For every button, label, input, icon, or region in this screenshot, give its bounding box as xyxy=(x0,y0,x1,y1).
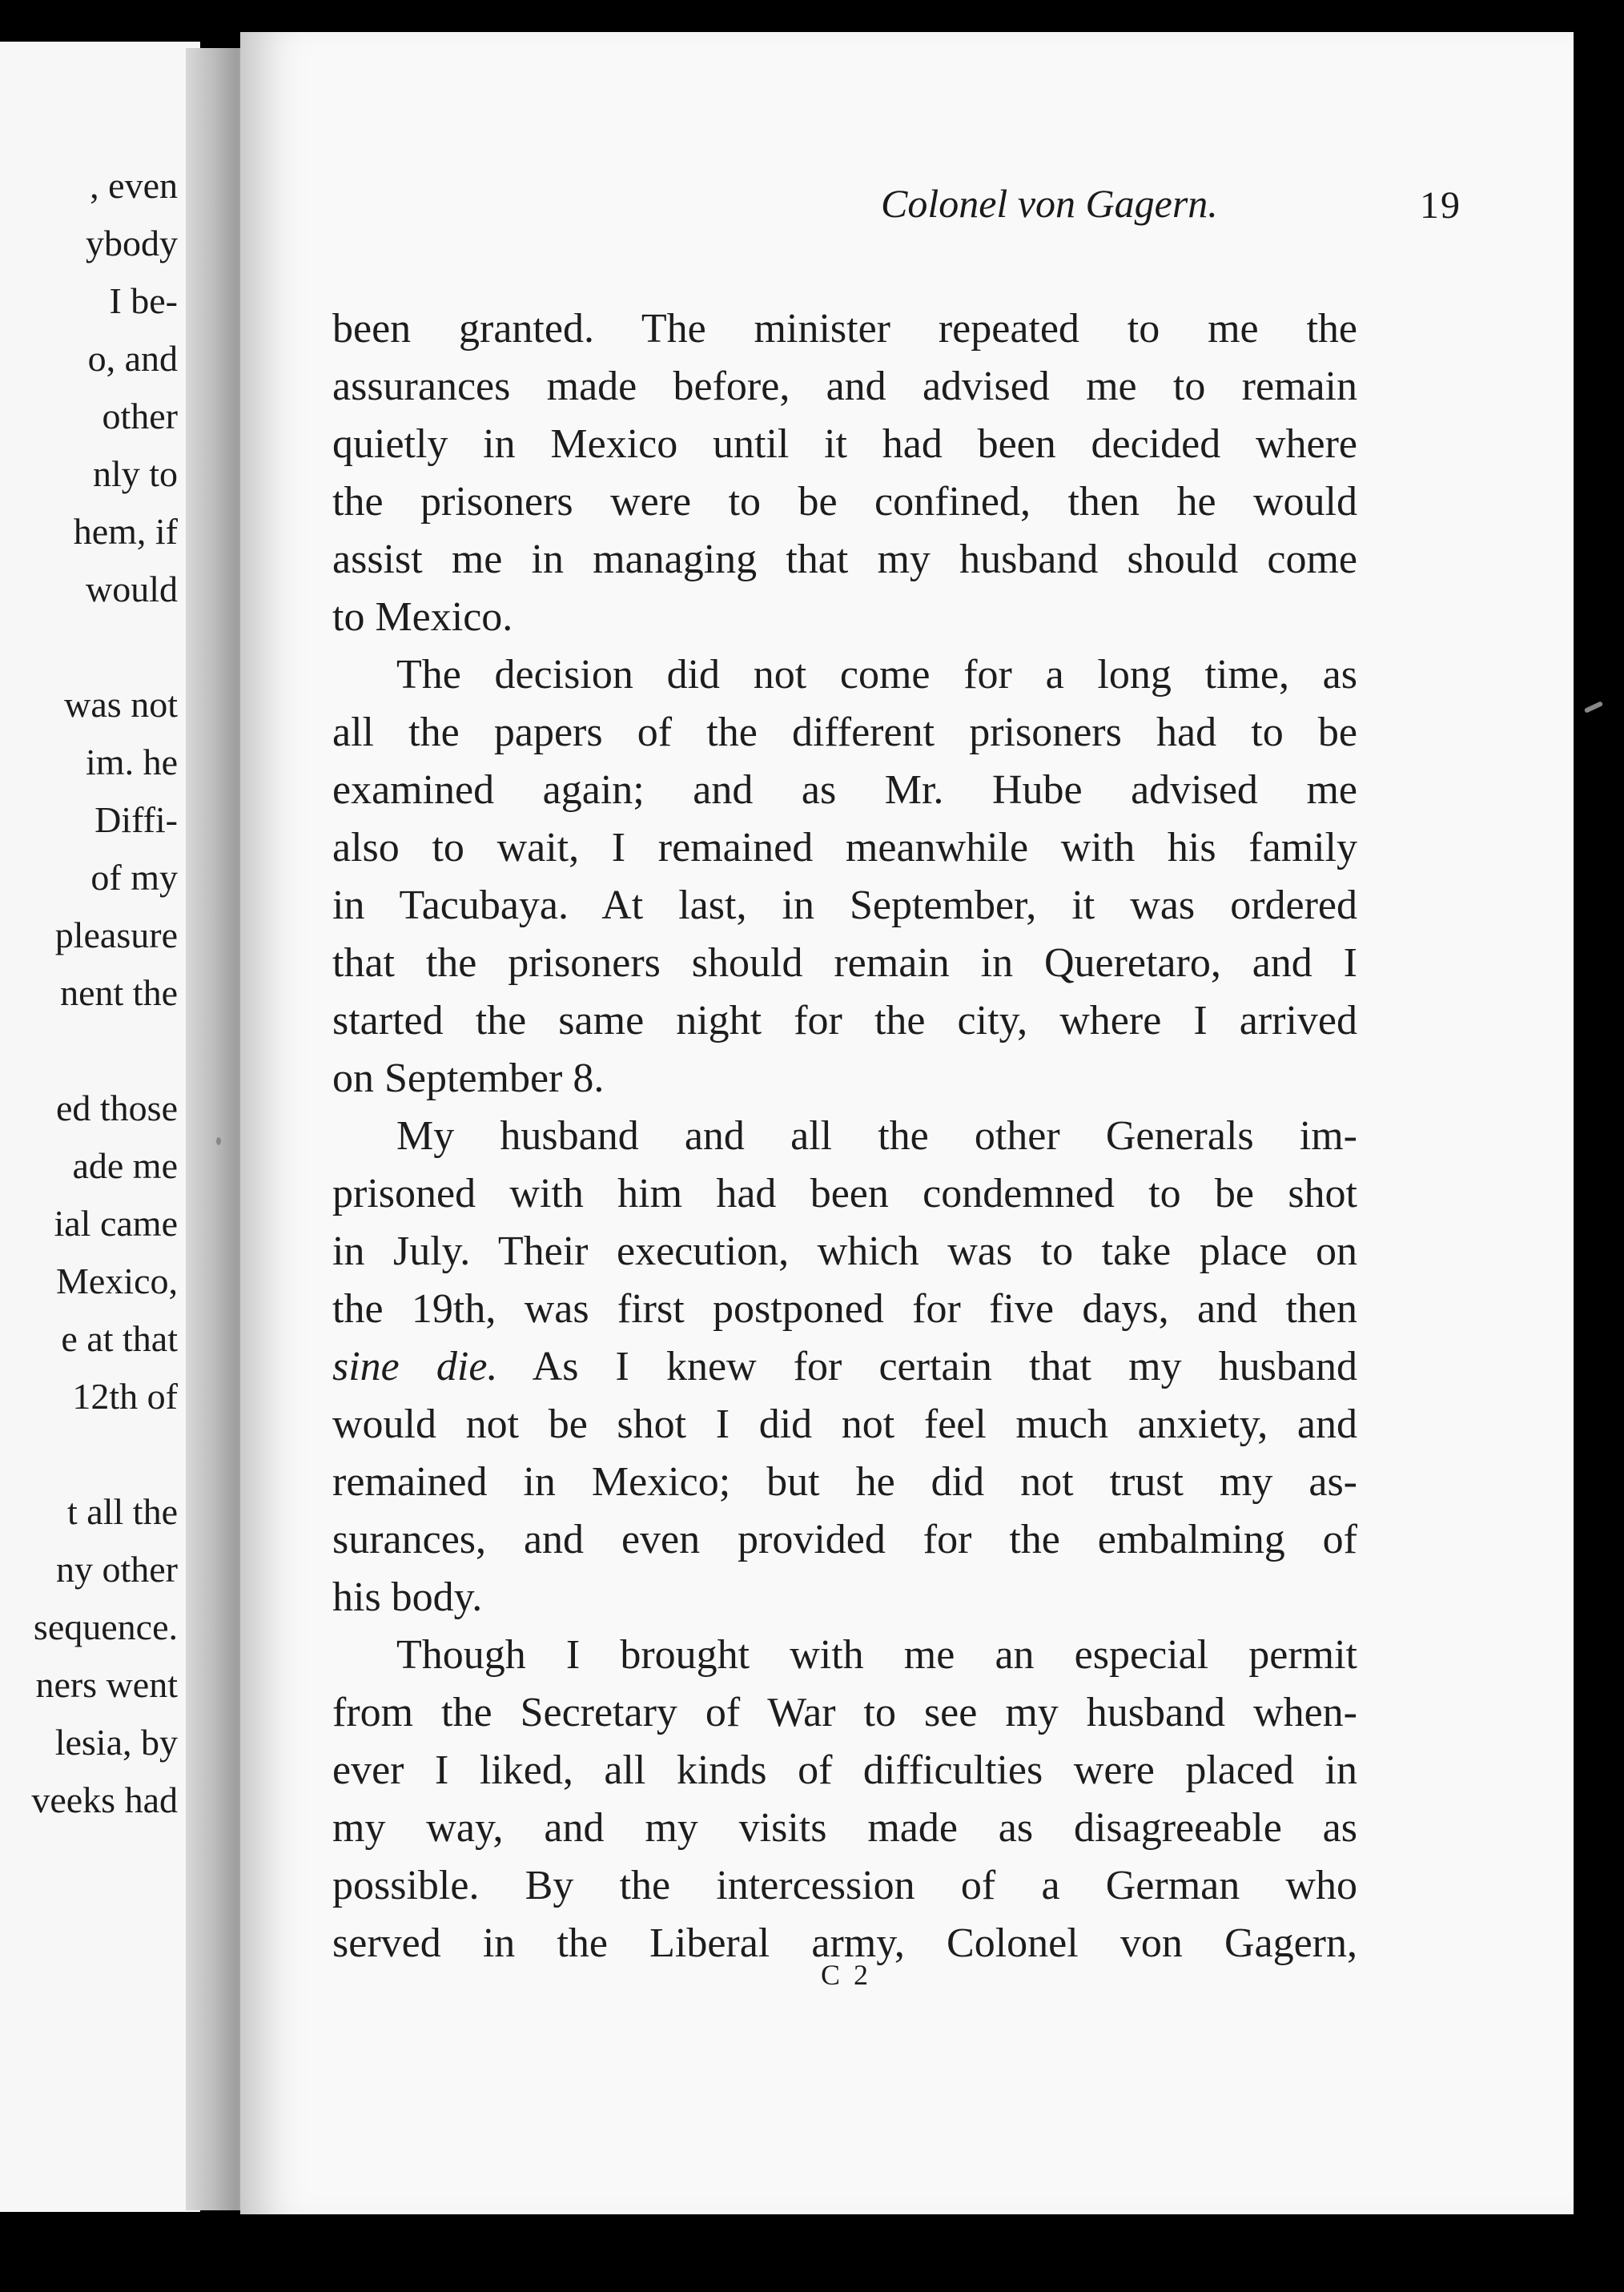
left-page-line: e at that xyxy=(61,1318,178,1359)
left-page-line: 12th of xyxy=(72,1376,178,1417)
running-title: Colonel von Gagern. xyxy=(881,181,1218,226)
left-page-line: ners went xyxy=(35,1664,178,1705)
text-line: surances, and even provided for the embalming of xyxy=(332,1517,1357,1562)
left-page-line xyxy=(0,618,178,676)
text-line: in Tacubaya. At last, in September, it was ordered xyxy=(332,883,1357,928)
text-line: ever I liked, all kinds of difficulties were placed in xyxy=(332,1747,1357,1793)
left-page-line: of my xyxy=(90,857,178,898)
left-page-line: hem, if xyxy=(73,511,178,552)
left-page-line: ed those xyxy=(55,1088,178,1128)
page-header xyxy=(641,180,1574,236)
italic-phrase: sine die. xyxy=(332,1344,498,1389)
text-line: My husband and all the other Generals im- xyxy=(396,1113,1357,1159)
text-line: Though I brought with me an especial permit xyxy=(396,1632,1357,1678)
text-line: in July. Their execution, which was to take place on xyxy=(332,1228,1357,1274)
left-page-line: other xyxy=(102,396,178,436)
dust-speck xyxy=(216,1137,221,1145)
text-line: started the same night for the city, where I arrived xyxy=(332,998,1357,1043)
left-page-line: t all the xyxy=(67,1491,178,1532)
text-line: The decision did not come for a long time, as xyxy=(396,652,1357,698)
body-text xyxy=(332,300,1357,1972)
text-line: the 19th, was first postponed for five days, and then xyxy=(332,1286,1357,1332)
text-line: my way, and my visits made as disagreeable as xyxy=(332,1805,1357,1851)
text-line-with-italic xyxy=(332,1338,1357,1396)
text-line: from the Secretary of War to see my husband when- xyxy=(332,1690,1357,1735)
left-page-line: nent the xyxy=(60,972,178,1013)
text-line: also to wait, I remained meanwhile with his family xyxy=(332,825,1357,871)
left-page-line: ybody xyxy=(86,223,178,263)
text-line: that the prisoners should remain in Queretaro, and I xyxy=(332,940,1357,986)
left-page-line xyxy=(0,1425,178,1483)
left-page-line xyxy=(0,42,178,99)
text-line: the prisoners were to be confined, then he would xyxy=(332,479,1357,525)
left-page-line: I be- xyxy=(109,280,178,321)
page-number: 19 xyxy=(1420,184,1461,227)
text-line: to Mexico. xyxy=(332,594,513,640)
left-page-line: ade me xyxy=(72,1145,178,1186)
text-line: examined again; and as Mr. Hube advised me xyxy=(332,767,1357,813)
left-page-line: veeks had xyxy=(31,1779,178,1820)
text-line: quietly in Mexico until it had been decided where xyxy=(332,421,1357,467)
text-line-remainder: As I knew for certain that my husband xyxy=(532,1344,1357,1389)
text-line: on September 8. xyxy=(332,1056,605,1101)
left-page-line: ial came xyxy=(54,1203,178,1244)
text-line: served in the Liberal army, Colonel von Gagern, xyxy=(332,1920,1357,1966)
left-page-line: nly to xyxy=(92,453,178,494)
left-page-line: ny other xyxy=(55,1549,178,1590)
left-page-line: sequence. xyxy=(33,1606,178,1647)
text-line: assist me in managing that my husband should come xyxy=(332,537,1357,582)
left-page-line: lesia, by xyxy=(54,1722,178,1763)
text-line: remained in Mexico; but he did not trust my as- xyxy=(332,1459,1357,1505)
left-page-line: Mexico, xyxy=(55,1261,178,1301)
left-page-line: Diffi- xyxy=(94,799,178,840)
dust-speck xyxy=(1584,701,1603,714)
left-page-line xyxy=(0,99,178,157)
left-page-line: o, and xyxy=(87,338,178,379)
left-page-line: would xyxy=(86,569,178,609)
left-page-line: pleasure xyxy=(54,915,178,955)
left-page-line: was not xyxy=(64,684,178,725)
right-page xyxy=(240,32,1574,2214)
signature-mark: C 2 xyxy=(821,1959,872,1991)
text-line: his body. xyxy=(332,1574,483,1620)
text-line: all the papers of the different prisoners had to be xyxy=(332,710,1357,755)
text-line: prisoned with him had been condemned to be shot xyxy=(332,1171,1357,1216)
text-line: possible. By the intercession of a German who xyxy=(332,1863,1357,1908)
text-line: been granted. The minister repeated to me the xyxy=(332,306,1357,352)
left-facing-page xyxy=(0,42,200,2212)
left-page-line: im. he xyxy=(86,742,178,782)
text-line: assurances made before, and advised me to remain xyxy=(332,364,1357,409)
left-page-line: , even xyxy=(90,165,178,206)
text-line: would not be shot I did not feel much anxiety, and xyxy=(332,1401,1357,1447)
left-page-line xyxy=(0,1022,178,1080)
left-page-text xyxy=(0,42,178,1829)
